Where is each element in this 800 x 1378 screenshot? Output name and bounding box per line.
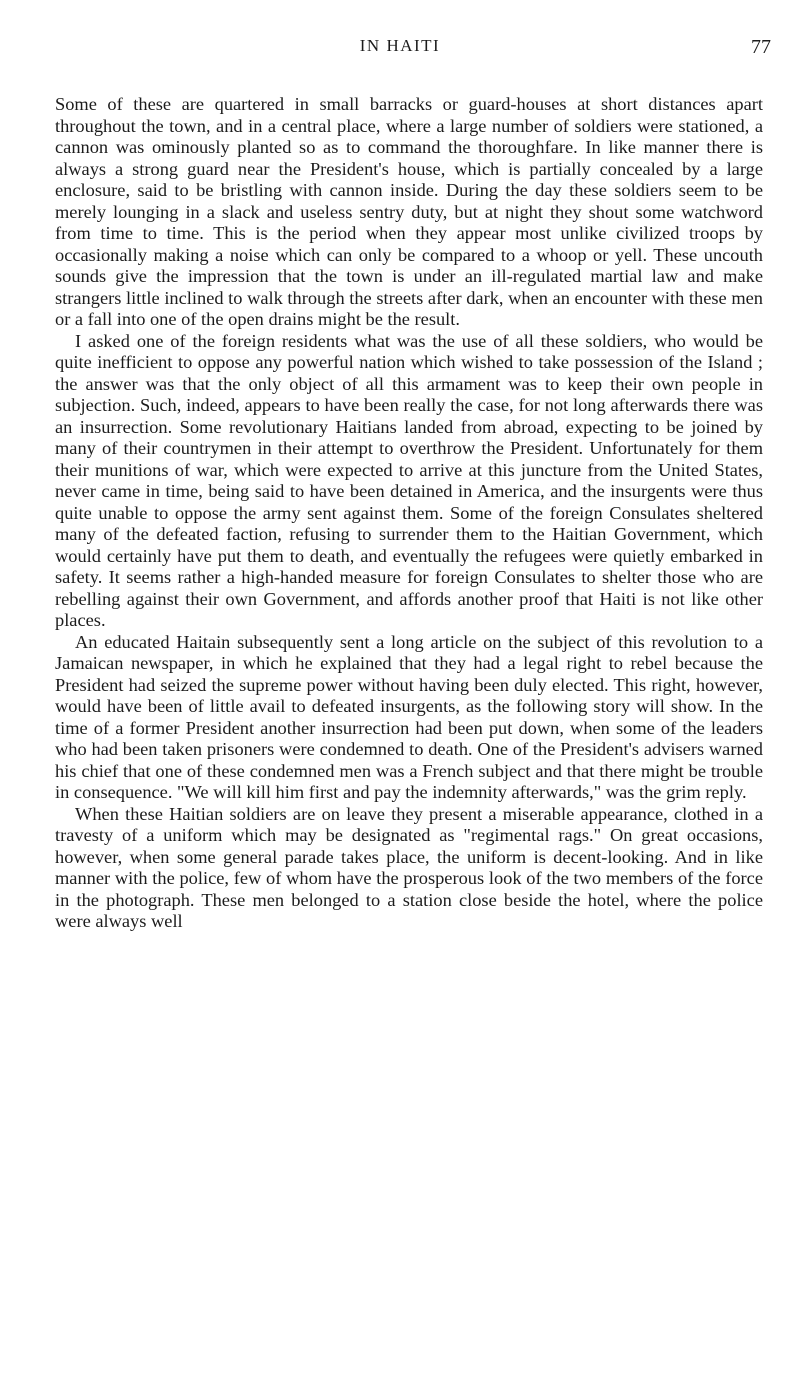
paragraph: Some of these are quartered in small barracks or guard-houses at short distances apart throughout the town, and in a central place, where a large number of soldiers were stationed, a cannon was ominously planted so as to command the thoroughfare. In like manner there is always a strong guard near the President's house, which is partially concealed by a large enclosure, said to be bristling with cannon inside. During the day these soldiers seem to be merely lounging in a slack and useless sentry duty, but at night they shout some watchword from time to time. This is the period when they appear most unlike civilized troops by occasionally making a noise which can only be compared to a whoop or yell. These uncouth sounds give the impression that the town is under an ill-regulated martial law and make strangers little inclined to walk through the streets after dark, when an encounter with these men or a fall into one of the open drains might be the result. (55, 94, 763, 329)
running-head (0, 36, 800, 60)
page-number: 77 (751, 36, 771, 58)
paragraph: I asked one of the foreign residents what was the use of all these soldiers, who would be quite inefficient to oppose any powerful nation which wished to take possession of the Island ; the answer was that the only object of all this armament was to keep their own people in subjection. Such, indeed, appears to have been really the case, for not long afterwards there was an insurrection. Some revolutionary Haitians landed from abroad, expecting to be joined by many of their countrymen in their attempt to overthrow the President. Unfortunately for them their munitions of war, which were expected to arrive at this juncture from the United States, never came in time, being said to have been detained in America, and the insurgents were thus quite unable to oppose the army sent against them. Some of the foreign Consulates sheltered many of the defeated faction, refusing to surrender them to the Haitian Government, which would certainly have put them to death, and eventually the refugees were quietly embarked in safety. It seems rather a high-handed measure for foreign Consulates to shelter those who are rebelling against their own Government, and affords another proof that Haiti is not like other places. (55, 330, 763, 630)
running-title: IN HAITI (359, 36, 441, 55)
paragraph: When these Haitian soldiers are on leave they present a miserable appearance, clothed in a travesty of a uniform which may be designated as "regimental rags." On great occasions, however, when some general parade takes place, the uniform is decent-looking. And in like manner with the police, few of whom have the prosperous look of the two members of the force in the photograph. These men belonged to a station close beside the hotel, where the police were always well (55, 803, 763, 931)
paragraph: An educated Haitain subsequently sent a long article on the subject of this revolution to a Jamaican newspaper, in which he explained that they had a legal right to rebel because the President had seized the supreme power without having been duly elected. This right, however, would have been of little avail to defeated insurgents, as the following story will show. In the time of a former President another insurrection had been put down, when some of the leaders who had been taken prisoners were condemned to death. One of the President's advisers warned his chief that one of these condemned men was a French subject and that there might be trouble in consequence. "We will kill him first and pay the indemnity afterwards," was the grim reply. (55, 631, 763, 802)
body-text (55, 94, 763, 933)
